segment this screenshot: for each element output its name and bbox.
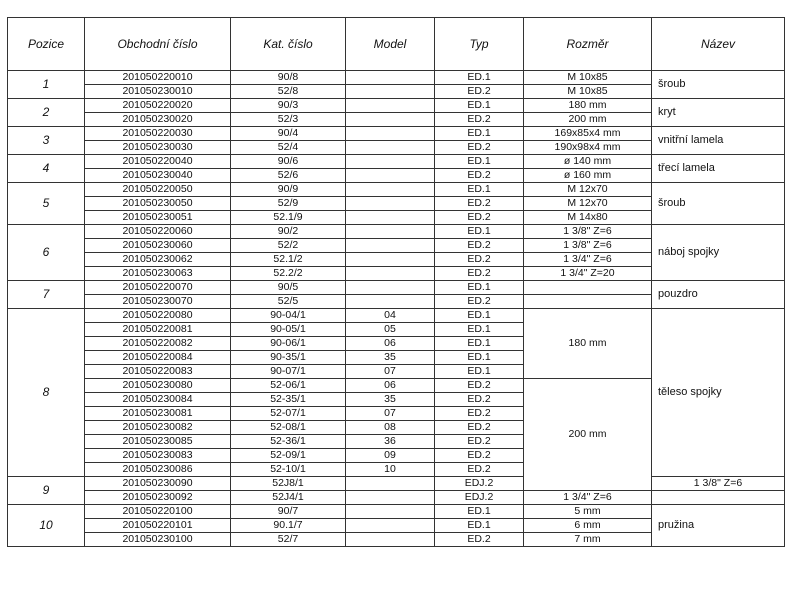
pozice-cell: 10 (8, 505, 85, 547)
typ-cell: ED.2 (435, 239, 524, 253)
typ-cell: ED.2 (435, 113, 524, 127)
table-row (8, 155, 785, 169)
model-cell (346, 477, 435, 491)
typ-cell: ED.2 (435, 533, 524, 547)
rozmer-cell: 169x85x4 mm (524, 127, 652, 141)
kat-cislo-cell: 90-05/1 (231, 323, 346, 337)
rozmer-cell (524, 295, 652, 309)
model-cell (346, 267, 435, 281)
model-cell (346, 253, 435, 267)
kat-cislo-cell: 90.1/7 (231, 519, 346, 533)
obchodni-cislo-cell: 201050220100 (85, 505, 231, 519)
typ-cell: EDJ.2 (435, 491, 524, 505)
obchodni-cislo-cell: 201050230082 (85, 421, 231, 435)
typ-cell: ED.2 (435, 169, 524, 183)
table-row (8, 71, 785, 85)
kat-cislo-cell: 90-06/1 (231, 337, 346, 351)
nazev-cell: náboj spojky (652, 225, 785, 281)
rozmer-cell: 7 mm (524, 533, 652, 547)
obchodni-cislo-cell: 201050230051 (85, 211, 231, 225)
typ-cell: ED.2 (435, 421, 524, 435)
rozmer-cell: ø 140 mm (524, 155, 652, 169)
obchodni-cislo-cell: 201050230060 (85, 239, 231, 253)
header-nazev: Název (652, 18, 785, 71)
model-cell (346, 155, 435, 169)
model-cell (346, 505, 435, 519)
typ-cell: ED.2 (435, 211, 524, 225)
model-cell (346, 127, 435, 141)
rozmer-cell: M 12x70 (524, 197, 652, 211)
model-cell (346, 99, 435, 113)
obchodni-cislo-cell: 201050230062 (85, 253, 231, 267)
header-obchodni-cislo: Obchodní číslo (85, 18, 231, 71)
rozmer-cell: 6 mm (524, 519, 652, 533)
table-row (8, 309, 785, 323)
pozice-cell: 8 (8, 309, 85, 477)
obchodni-cislo-cell: 201050230086 (85, 463, 231, 477)
rozmer-cell: 1 3/4" Z=6 (524, 253, 652, 267)
pozice-cell: 3 (8, 127, 85, 155)
typ-cell: ED.1 (435, 309, 524, 323)
typ-cell: ED.1 (435, 127, 524, 141)
obchodni-cislo-cell: 201050220083 (85, 365, 231, 379)
rozmer-cell: 1 3/8" Z=6 (652, 477, 785, 491)
typ-cell: ED.1 (435, 351, 524, 365)
model-cell: 08 (346, 421, 435, 435)
model-cell (346, 225, 435, 239)
obchodni-cislo-cell: 201050220070 (85, 281, 231, 295)
typ-cell: ED.2 (435, 267, 524, 281)
obchodni-cislo-cell: 201050220080 (85, 309, 231, 323)
parts-table (7, 17, 785, 547)
obchodni-cislo-cell: 201050230010 (85, 85, 231, 99)
obchodni-cislo-cell: 201050230081 (85, 407, 231, 421)
typ-cell: ED.2 (435, 407, 524, 421)
model-cell (346, 169, 435, 183)
obchodni-cislo-cell: 201050220030 (85, 127, 231, 141)
kat-cislo-cell: 52-07/1 (231, 407, 346, 421)
kat-cislo-cell: 52.1/9 (231, 211, 346, 225)
table-row (8, 225, 785, 239)
obchodni-cislo-cell: 201050230092 (85, 491, 231, 505)
model-cell (346, 519, 435, 533)
obchodni-cislo-cell: 201050220010 (85, 71, 231, 85)
header-rozmer: Rozměr (524, 18, 652, 71)
model-cell: 07 (346, 365, 435, 379)
typ-cell: ED.1 (435, 155, 524, 169)
kat-cislo-cell: 52-35/1 (231, 393, 346, 407)
model-cell: 06 (346, 337, 435, 351)
obchodni-cislo-cell: 201050220040 (85, 155, 231, 169)
rozmer-cell: 200 mm (524, 379, 652, 491)
typ-cell: ED.2 (435, 141, 524, 155)
typ-cell: ED.2 (435, 295, 524, 309)
model-cell (346, 71, 435, 85)
kat-cislo-cell: 52.2/2 (231, 267, 346, 281)
nazev-cell: třecí lamela (652, 155, 785, 183)
obchodni-cislo-cell: 201050230090 (85, 477, 231, 491)
obchodni-cislo-cell: 201050230084 (85, 393, 231, 407)
obchodni-cislo-cell: 201050230085 (85, 435, 231, 449)
obchodni-cislo-cell: 201050220050 (85, 183, 231, 197)
kat-cislo-cell: 52/8 (231, 85, 346, 99)
kat-cislo-cell: 52/9 (231, 197, 346, 211)
kat-cislo-cell: 90/8 (231, 71, 346, 85)
kat-cislo-cell: 52.1/2 (231, 253, 346, 267)
typ-cell: ED.1 (435, 323, 524, 337)
model-cell (346, 211, 435, 225)
obchodni-cislo-cell: 201050230080 (85, 379, 231, 393)
kat-cislo-cell: 90/2 (231, 225, 346, 239)
header-pozice: Pozice (8, 18, 85, 71)
obchodni-cislo-cell: 201050220082 (85, 337, 231, 351)
pozice-cell: 2 (8, 99, 85, 127)
kat-cislo-cell: 52-09/1 (231, 449, 346, 463)
obchodni-cislo-cell: 201050230070 (85, 295, 231, 309)
model-cell: 36 (346, 435, 435, 449)
typ-cell: ED.1 (435, 71, 524, 85)
kat-cislo-cell: 90/7 (231, 505, 346, 519)
table-row (8, 491, 785, 505)
table-row (8, 281, 785, 295)
kat-cislo-cell: 52-36/1 (231, 435, 346, 449)
header-typ: Typ (435, 18, 524, 71)
obchodni-cislo-cell: 201050220081 (85, 323, 231, 337)
typ-cell: ED.1 (435, 99, 524, 113)
rozmer-cell: 180 mm (524, 99, 652, 113)
kat-cislo-cell: 90/5 (231, 281, 346, 295)
model-cell: 10 (346, 463, 435, 477)
pozice-cell: 6 (8, 225, 85, 281)
rozmer-cell: M 10x85 (524, 85, 652, 99)
nazev-cell: vnitřní lamela (652, 127, 785, 155)
rozmer-cell: 180 mm (524, 309, 652, 379)
typ-cell: ED.1 (435, 365, 524, 379)
model-cell (346, 281, 435, 295)
rozmer-cell: 1 3/4" Z=20 (524, 267, 652, 281)
kat-cislo-cell: 90/9 (231, 183, 346, 197)
rozmer-cell: 5 mm (524, 505, 652, 519)
rozmer-cell: M 10x85 (524, 71, 652, 85)
model-cell (346, 141, 435, 155)
table-row (8, 477, 785, 491)
rozmer-cell: M 12x70 (524, 183, 652, 197)
nazev-cell: pružina (652, 505, 785, 547)
nazev-cell: kryt (652, 99, 785, 127)
kat-cislo-cell: 52J8/1 (231, 477, 346, 491)
nazev-cell: šroub (652, 71, 785, 99)
header-model: Model (346, 18, 435, 71)
kat-cislo-cell: 90-07/1 (231, 365, 346, 379)
typ-cell: ED.1 (435, 183, 524, 197)
table-row (8, 183, 785, 197)
model-cell (346, 85, 435, 99)
model-cell: 09 (346, 449, 435, 463)
kat-cislo-cell: 52/2 (231, 239, 346, 253)
pozice-cell: 4 (8, 155, 85, 183)
obchodni-cislo-cell: 201050220060 (85, 225, 231, 239)
kat-cislo-cell: 52J4/1 (231, 491, 346, 505)
table-row (8, 127, 785, 141)
rozmer-cell (524, 281, 652, 295)
kat-cislo-cell: 52/6 (231, 169, 346, 183)
kat-cislo-cell: 90-35/1 (231, 351, 346, 365)
pozice-cell: 1 (8, 71, 85, 99)
obchodni-cislo-cell: 201050230040 (85, 169, 231, 183)
pozice-cell: 5 (8, 183, 85, 225)
nazev-cell: šroub (652, 183, 785, 225)
kat-cislo-cell: 52-10/1 (231, 463, 346, 477)
typ-cell: ED.1 (435, 225, 524, 239)
kat-cislo-cell: 52/4 (231, 141, 346, 155)
model-cell: 35 (346, 351, 435, 365)
typ-cell: ED.2 (435, 85, 524, 99)
rozmer-cell: 1 3/8" Z=6 (524, 225, 652, 239)
model-cell (346, 239, 435, 253)
typ-cell: ED.2 (435, 449, 524, 463)
rozmer-cell: 190x98x4 mm (524, 141, 652, 155)
kat-cislo-cell: 90/3 (231, 99, 346, 113)
kat-cislo-cell: 90/6 (231, 155, 346, 169)
model-cell (346, 113, 435, 127)
model-cell: 06 (346, 379, 435, 393)
kat-cislo-cell: 52-08/1 (231, 421, 346, 435)
model-cell: 05 (346, 323, 435, 337)
obchodni-cislo-cell: 201050230100 (85, 533, 231, 547)
kat-cislo-cell: 52/5 (231, 295, 346, 309)
typ-cell: ED.2 (435, 197, 524, 211)
table-row (8, 505, 785, 519)
typ-cell: ED.2 (435, 253, 524, 267)
table-row (8, 99, 785, 113)
obchodni-cislo-cell: 201050220101 (85, 519, 231, 533)
rozmer-cell: 200 mm (524, 113, 652, 127)
rozmer-cell: ø 160 mm (524, 169, 652, 183)
typ-cell: EDJ.2 (435, 477, 524, 491)
header-kat-cislo: Kat. číslo (231, 18, 346, 71)
obchodni-cislo-cell: 201050230050 (85, 197, 231, 211)
kat-cislo-cell: 52-06/1 (231, 379, 346, 393)
model-cell: 35 (346, 393, 435, 407)
typ-cell: ED.2 (435, 393, 524, 407)
typ-cell: ED.1 (435, 337, 524, 351)
pozice-cell: 9 (8, 477, 85, 505)
rozmer-cell: M 14x80 (524, 211, 652, 225)
header-row (8, 18, 785, 71)
model-cell (346, 491, 435, 505)
rozmer-cell: 1 3/8" Z=6 (524, 239, 652, 253)
kat-cislo-cell: 90-04/1 (231, 309, 346, 323)
obchodni-cislo-cell: 201050230030 (85, 141, 231, 155)
typ-cell: ED.1 (435, 281, 524, 295)
obchodni-cislo-cell: 201050230020 (85, 113, 231, 127)
model-cell (346, 183, 435, 197)
pozice-cell: 7 (8, 281, 85, 309)
typ-cell: ED.2 (435, 379, 524, 393)
obchodni-cislo-cell: 201050230063 (85, 267, 231, 281)
kat-cislo-cell: 52/7 (231, 533, 346, 547)
rozmer-cell: 1 3/4" Z=6 (524, 491, 652, 505)
typ-cell: ED.2 (435, 435, 524, 449)
obchodni-cislo-cell: 201050230083 (85, 449, 231, 463)
model-cell: 04 (346, 309, 435, 323)
nazev-cell: těleso spojky (652, 309, 785, 477)
obchodni-cislo-cell: 201050220084 (85, 351, 231, 365)
typ-cell: ED.2 (435, 463, 524, 477)
obchodni-cislo-cell: 201050220020 (85, 99, 231, 113)
model-cell: 07 (346, 407, 435, 421)
table-body (8, 71, 785, 547)
kat-cislo-cell: 52/3 (231, 113, 346, 127)
model-cell (346, 533, 435, 547)
model-cell (346, 295, 435, 309)
kat-cislo-cell: 90/4 (231, 127, 346, 141)
typ-cell: ED.1 (435, 505, 524, 519)
model-cell (346, 197, 435, 211)
typ-cell: ED.1 (435, 519, 524, 533)
nazev-cell: pouzdro (652, 281, 785, 309)
